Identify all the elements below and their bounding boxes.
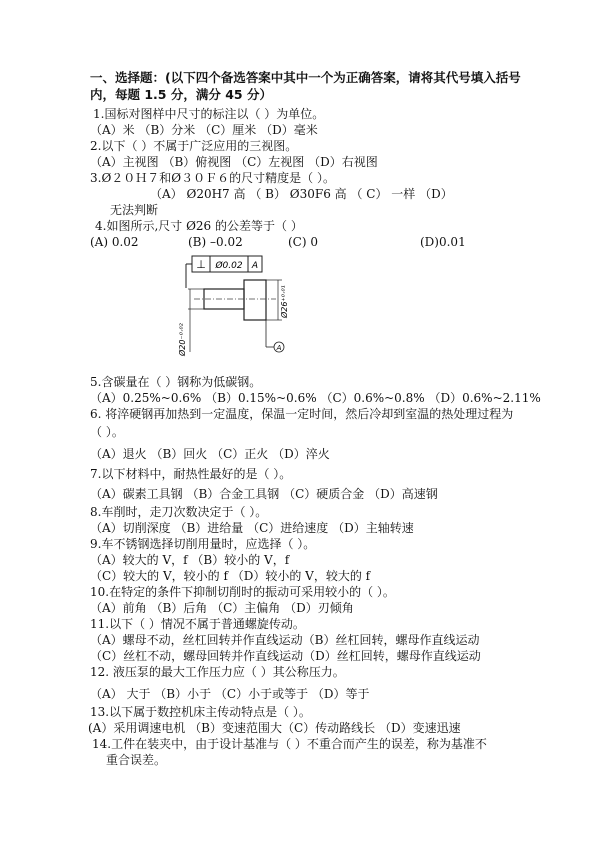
q5-options: （A）0.25%~0.6% （B）0.15%~0.6% （C）0.6%~0.8% （D）0.6%~2.11%	[90, 391, 541, 405]
datum-label: A	[276, 344, 282, 352]
q14-text-cont: 重合误差。	[106, 753, 167, 767]
q3-option-d-text: 无法判断	[110, 203, 159, 217]
section-heading-line2: 内，每题 1.5 分，满分 45 分）	[90, 87, 272, 102]
q6-options: （A）退火 （B）回火 （C）正火 （D）淬火	[90, 447, 330, 461]
q9-options-ab: （A）较大的 V，f （B）较小的 V，f	[90, 553, 290, 567]
q8-text: 8.车削时，走刀次数决定于（ ）。	[90, 505, 268, 519]
q11-options-cd: （C）丝杠不动，螺母回转并作直线运动（D）丝杠回转，螺母作直线运动	[90, 649, 481, 663]
q2-text: 2.以下（ ）不属于广泛应用的三视图。	[90, 139, 298, 153]
tolerance-datum: A	[251, 261, 259, 271]
q4-option-b: (B) –0.02	[188, 235, 243, 249]
q14-text: 14.工件在装夹中，由于设计基准与（ ）不重合而产生的误差，称为基准不	[92, 737, 487, 751]
q13-options: (A）采用调速电机 （B）变速范围大（C）传动路线长 （D）变速迅速	[88, 721, 461, 735]
dim-right-label: Ø26⁺⁰·⁰¹	[280, 285, 289, 318]
tolerance-value: Ø0.02	[215, 261, 243, 271]
q5-text: 5.含碳量在（ ）钢称为低碳钢。	[90, 375, 262, 389]
q6-blank: （ ）。	[90, 425, 124, 439]
q10-text: 10.在特定的条件下抑制切削时的振动可采用较小的（ ）。	[90, 585, 395, 599]
q4-option-c: (C) 0	[288, 235, 318, 249]
q7-options: （A）碳素工具钢 （B）合金工具钢 （C）硬质合金 （D）高速钢	[90, 487, 438, 501]
q4-option-a: (A) 0.02	[90, 235, 139, 249]
q6-text: 6. 将淬硬钢再加热到一定温度，保温一定时间，然后冷却到室温的热处理过程为	[90, 407, 514, 421]
shaft-drawing-svg	[170, 252, 300, 362]
q9-options-cd: （C）较大的 V，较小的 f （D）较小的 V，较大的 f	[90, 569, 371, 583]
q10-options: （A）前角 （B）后角 （C）主偏角 （D）刃倾角	[90, 601, 354, 615]
q3-text: 3.Ø２０Ｈ７和Ø３０Ｆ６的尺寸精度是（ ）。	[90, 171, 335, 185]
q3-options: （A） Ø20H7 高 （ B） Ø30F6 高 （ C） 一样 （D）	[150, 187, 453, 201]
q12-options: （A） 大于 （B）小于 （C）小于或等于 （D）等于	[90, 687, 370, 701]
q1-text: 1.国标对图样中尺寸的标注以（ ）为单位。	[93, 107, 325, 121]
q13-text: 13.以下属于数控机床主传动特点是（ ）。	[90, 705, 311, 719]
q1-options: （A）米 （B）分米 （C）厘米 （D）毫米	[90, 123, 318, 137]
shaft-large-section	[244, 280, 266, 320]
q7-text: 7.以下材料中，耐热性最好的是（ ）。	[90, 467, 292, 481]
q4-text: 4.如图所示,尺寸 Ø26 的公差等于（ ）	[95, 219, 303, 233]
q4-option-d: (D)0.01	[420, 235, 466, 249]
q2-options: （A）主视图 （B）俯视图 （C）左视图 （D）右视图	[90, 155, 378, 169]
section-heading-line1: 一、选择题：(以下四个备选答案中其中一个为正确答案，请将其代号填入括号	[90, 70, 521, 85]
q11-options-ab: （A）螺母不动，丝杠回转并作直线运动（B）丝杠回转，螺母作直线运动	[90, 633, 480, 647]
q9-text: 9.车不锈钢选择切削用量时，应选择（ ）。	[90, 537, 316, 551]
q8-options: （A）切削深度 （B）进给量 （C）进给速度 （D）主轴转速	[90, 521, 414, 535]
perpendicularity-symbol: ⊥	[196, 258, 206, 271]
q11-text: 11.以下（ ）情况不属于普通螺旋传动。	[90, 617, 305, 631]
q12-text: 12. 液压泵的最大工作压力应（ ）其公称压力。	[90, 665, 345, 679]
dim-left-label: Ø20⁻⁰·⁰²	[178, 323, 187, 356]
shaft-drawing	[170, 252, 300, 362]
